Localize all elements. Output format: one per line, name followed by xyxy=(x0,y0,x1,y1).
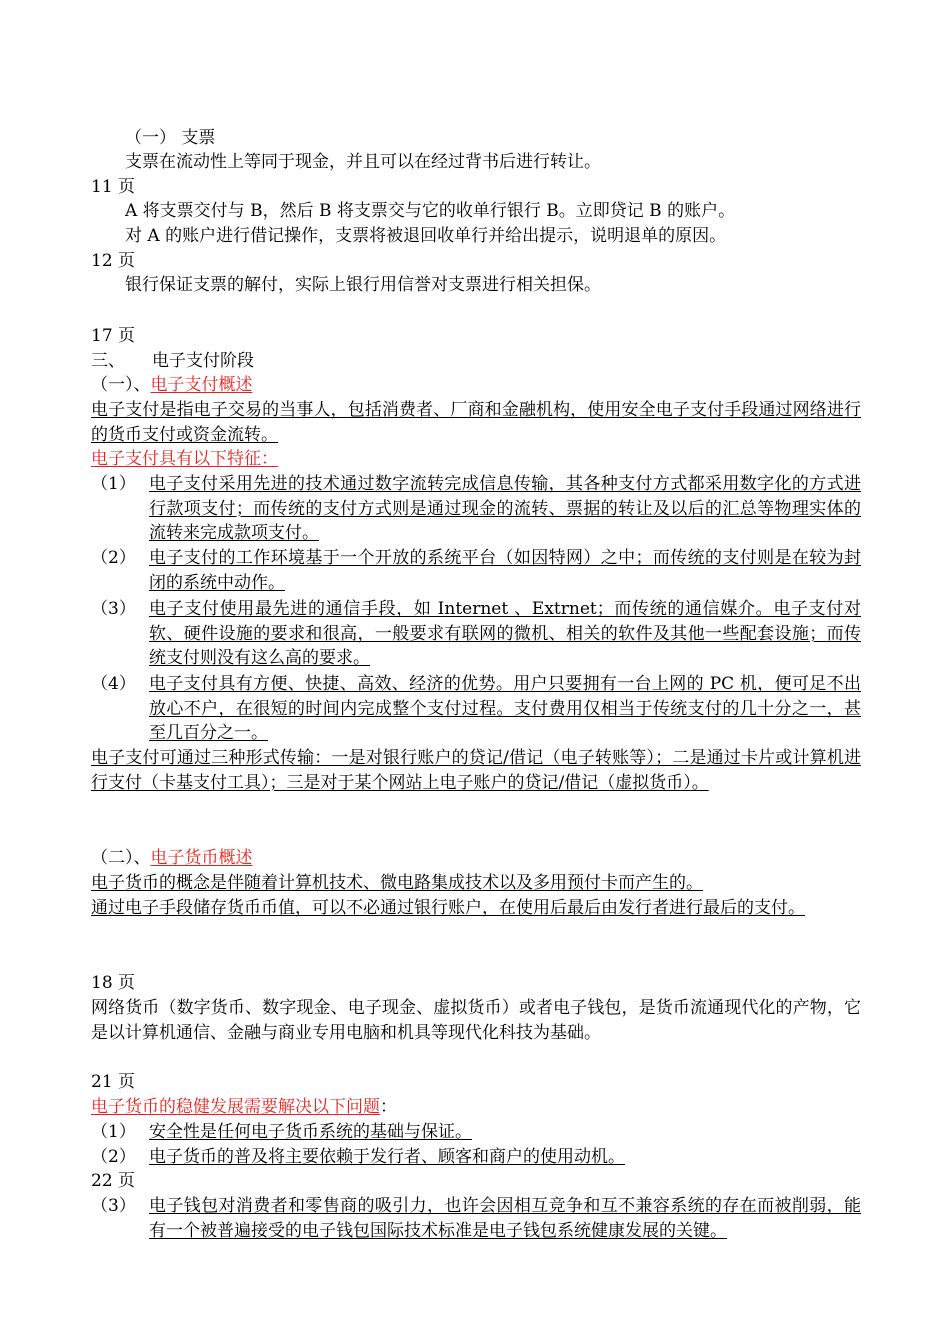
issue-number: （3） xyxy=(91,1196,136,1216)
issues-title: 电子货币的稳健发展需要解决以下问题 xyxy=(91,1097,380,1117)
p11-line-2: 对 A 的账户进行借记操作，支票将被退回收单行并给出提示，说明退单的原因。 xyxy=(125,226,727,246)
p12-line-1: 银行保证支票的解付，实际上银行用信誉对支票进行相关担保。 xyxy=(125,275,601,295)
issues-colon: ： xyxy=(380,1097,397,1117)
subsection-2-title: 电子货币概述 xyxy=(150,848,253,868)
subsection-2-heading xyxy=(91,846,861,871)
page-label-12: 12 页 xyxy=(91,251,136,271)
feature-text: 电子支付采用先进的技术通过数字流转完成信息传输，其各种支付方式都采用数字化的方式进行款项支付；而传统的支付方式则是通过现金的流转、票据的转让及以后的汇总等物理实体的流转来完成款项支付。 xyxy=(149,474,861,543)
page-label-17: 17 页 xyxy=(91,326,136,346)
page-label-18: 18 页 xyxy=(91,973,136,993)
cheque-line: 支票在流动性上等同于现金，并且可以在经过背书后进行转让。 xyxy=(125,152,601,172)
p11-line-1: A 将支票交付与 B，然后 B 将支票交与它的收单行银行 B。立即贷记 B 的账户。 xyxy=(125,201,736,221)
cheque-heading: （一） 支票 xyxy=(125,128,216,148)
subsection-1-prefix: （一）、 xyxy=(91,375,151,395)
feature-text: 电子支付使用最先进的通信手段，如 Internet 、Extrnet；而传统的通信媒介。电子支付对软、硬件设施的要求和很高，一般要求有联网的微机、相关的软件及其他一些配套设施；而传统支付则没有这么高的要求。 xyxy=(149,599,861,668)
payment-forms-paragraph: 电子支付可通过三种形式传输：一是对银行账户的贷记/借记（电子转账等）；二是通过卡片或计算机进行支付（卡基支付工具）；三是对于某个网站上电子账户的贷记/借记（虚拟货币）。 xyxy=(91,748,861,793)
issue-text: 安全性是任何电子货币系统的基础与保证。 xyxy=(149,1122,472,1142)
feature-text: 电子支付具有方便、快捷、高效、经济的优势。用户只要拥有一台上网的 PC 机，便可足不出放心不户，在很短的时间内完成整个支付过程。支付费用仅相当于传统支付的几十分之一，甚至几百分之一。 xyxy=(149,674,861,743)
money-line-1: 电子货币的概念是伴随着计算机技术、微电路集成技术以及多用预付卡而产生的。 xyxy=(91,873,703,893)
page-label-22: 22 页 xyxy=(91,1171,136,1191)
feature-number: （2） xyxy=(91,548,136,568)
page-label-21: 21 页 xyxy=(91,1072,136,1092)
feature-number: （1） xyxy=(91,474,136,494)
subsection-1-heading xyxy=(91,373,861,398)
issue-number: （1） xyxy=(91,1122,136,1142)
issue-text: 电子钱包对消费者和零售商的吸引力，也许会因相互竞争和互不兼容系统的存在而被削弱，能有一个被普遍接受的电子钱包国际技术标准是电子钱包系统健康发展的关键。 xyxy=(149,1196,861,1241)
feature-text: 电子支付的工作环境基于一个开放的系统平台（如因特网）之中；而传统的支付则是在较为封闭的系统中动作。 xyxy=(149,548,861,593)
p18-paragraph: 网络货币（数字货币、数字现金、电子现金、虚拟货币）或者电子钱包，是货币流通现代化的产物，它是以计算机通信、金融与商业专用电脑和机具等现代化科技为基础。 xyxy=(91,998,861,1043)
feature-number: （4） xyxy=(91,674,136,694)
features-title-line xyxy=(91,447,861,472)
subsection-2-prefix: （二）、 xyxy=(91,848,151,868)
issues-title-line xyxy=(91,1095,861,1120)
money-line-2: 通过电子手段储存货币币值，可以不必通过银行账户，在使用后最后由发行者进行最后的支付。 xyxy=(91,898,805,918)
subsection-1-title: 电子支付概述 xyxy=(150,375,253,395)
page-label-11: 11 页 xyxy=(91,177,136,197)
issue-number: （2） xyxy=(91,1147,136,1167)
feature-number: （3） xyxy=(91,599,136,619)
issue-text: 电子货币的普及将主要依赖于发行者、顾客和商户的使用动机。 xyxy=(149,1147,625,1167)
definition-paragraph: 电子支付是指电子交易的当事人，包括消费者、厂商和金融机构，使用安全电子支付手段通过网络进行的货币支付或资金流转。 xyxy=(91,400,861,445)
features-title: 电子支付具有以下特征： xyxy=(91,449,278,469)
section-title-electronic-payment: 三、 电子支付阶段 xyxy=(91,351,255,371)
